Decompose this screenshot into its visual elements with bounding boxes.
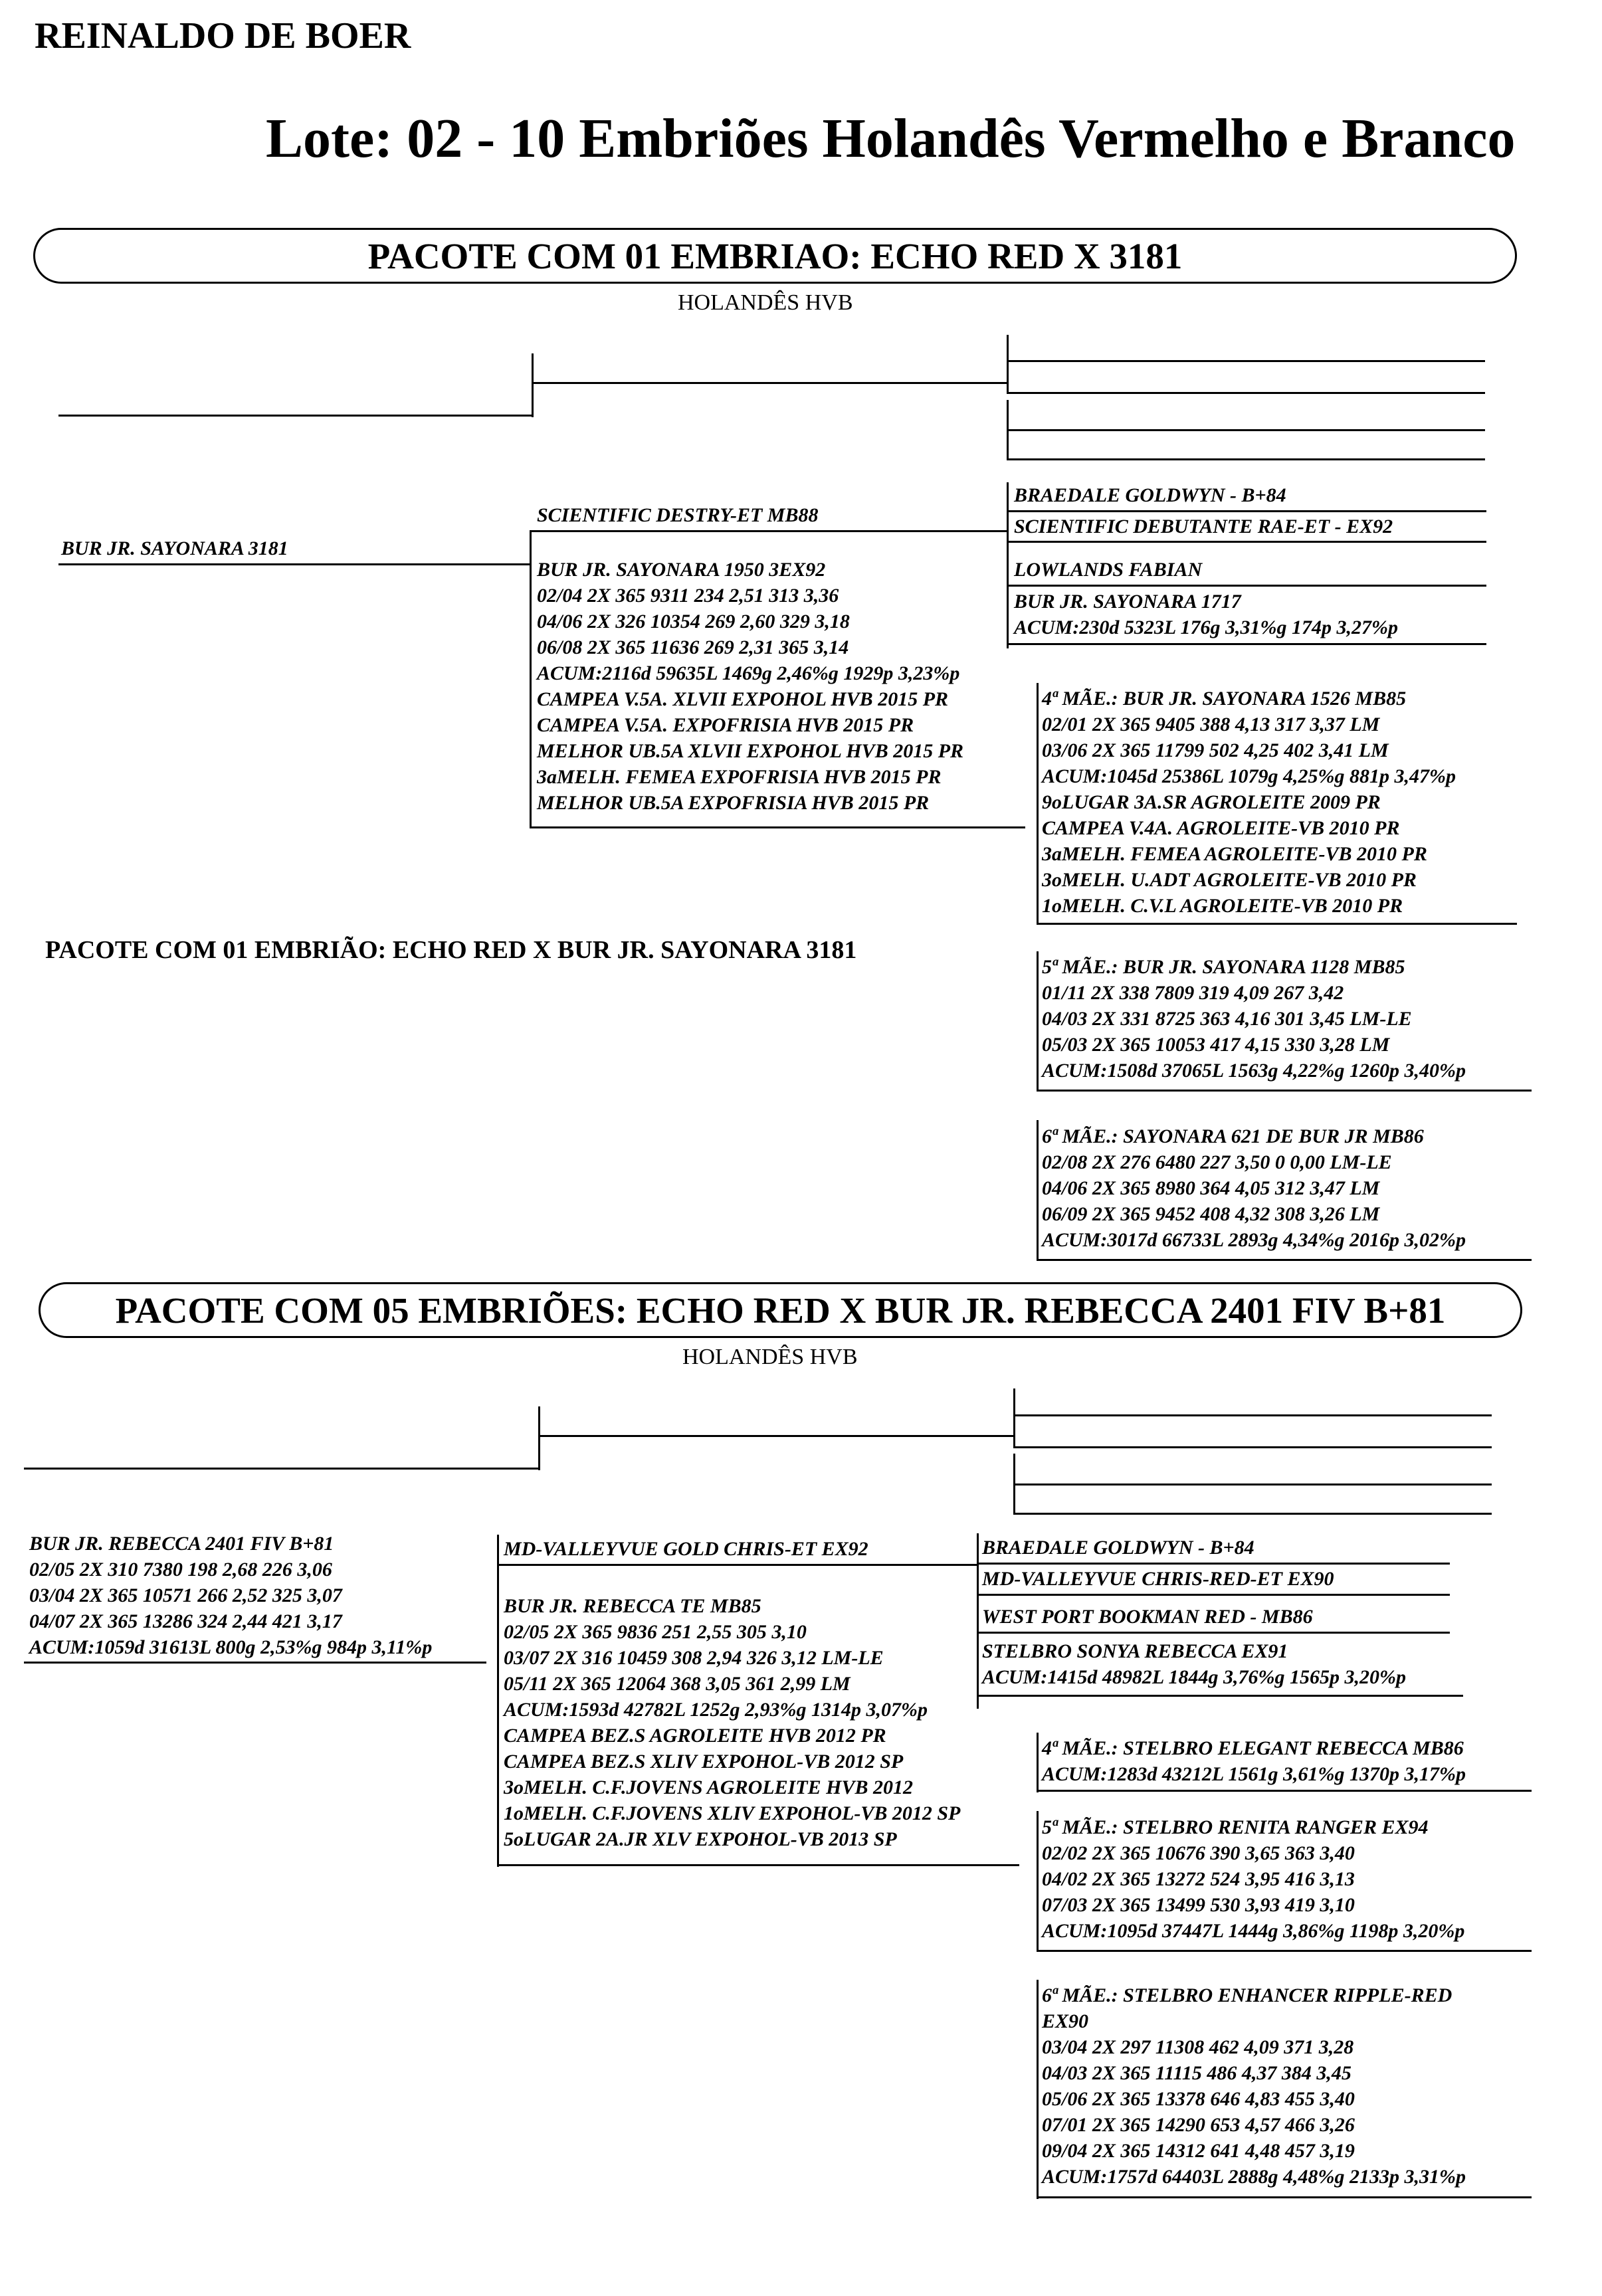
pedigree-line [1037, 2196, 1532, 2198]
pedigree-line [1007, 429, 1485, 431]
dam-line: ACUM:2116d 59635L 1469g 2,46%g 1929p 3,23%p [537, 662, 960, 684]
package1-dam4-block [1042, 686, 1456, 919]
dam4-line: 4ª MÃE.: BUR JR. SAYONARA 1526 MB85 [1042, 688, 1407, 710]
package2-dam-block [504, 1593, 960, 1852]
pedigree-line [532, 382, 1007, 384]
dam6-line: ACUM:3017d 66733L 2893g 4,34%g 2016p 3,02%p [1042, 1229, 1466, 1251]
pedigree-line [977, 1695, 1463, 1697]
pedigree-line [530, 530, 1008, 532]
dam-dam-line: BUR JR. SAYONARA 1717 [1014, 591, 1241, 613]
package2-sire: MD-VALLEYVUE GOLD CHRIS-ET EX92 [504, 1538, 868, 1560]
package2-sire-dam: MD-VALLEYVUE CHRIS-RED-ET EX90 [982, 1568, 1334, 1590]
package1-breed: HOLANDÊS HVB [678, 290, 853, 315]
package1-dam-dam [1014, 589, 1398, 640]
dam6-line: 6ª MÃE.: STELBRO ENHANCER RIPPLE-RED [1042, 1984, 1452, 2006]
dam-line: CAMPEA V.5A. XLVII EXPOHOL HVB 2015 PR [537, 688, 949, 710]
dam6-line: ACUM:1757d 64403L 2888g 4,48%g 2133p 3,31%p [1042, 2166, 1466, 2188]
package2-banner-text: PACOTE COM 05 EMBRIÕES: ECHO RED X BUR JR. REBECCA 2401 FIV B+81 [115, 1290, 1446, 1331]
dam5-line: 04/03 2X 331 8725 363 4,16 301 3,45 LM-LE [1042, 1008, 1412, 1030]
pedigree-line [1037, 1790, 1532, 1792]
dam4-line: 03/06 2X 365 11799 502 4,25 402 3,41 LM [1042, 739, 1389, 761]
pedigree-line [1007, 643, 1486, 645]
pedigree-line [538, 1435, 1013, 1437]
package2-animal-block [29, 1531, 432, 1660]
dam4-line: 1oMELH. C.V.L AGROLEITE-VB 2010 PR [1042, 895, 1403, 917]
pedigree-line [1007, 541, 1486, 543]
pedigree-line [1007, 392, 1485, 394]
dam5-line: 07/03 2X 365 13499 530 3,93 419 3,10 [1042, 1894, 1355, 1916]
dam-line: MELHOR UB.5A EXPOFRISIA HVB 2015 PR [537, 792, 930, 814]
package2-dam5-block [1042, 1814, 1464, 1944]
pedigree-line [1007, 360, 1485, 362]
dam5-line: 02/02 2X 365 10676 390 3,65 363 3,40 [1042, 1842, 1355, 1864]
dam-line: BUR JR. SAYONARA 1950 3EX92 [537, 559, 826, 581]
dam5-line: 05/03 2X 365 10053 417 4,15 330 3,28 LM [1042, 1034, 1390, 1056]
package1-banner-text: PACOTE COM 01 EMBRIAO: ECHO RED X 3181 [367, 235, 1183, 276]
bracket-vline [1037, 1120, 1039, 1260]
pedigree-line [1037, 1259, 1532, 1261]
pedigree-line [977, 1632, 1450, 1634]
dam4-line: 3aMELH. FEMEA AGROLEITE-VB 2010 PR [1042, 843, 1427, 865]
package2-breed: HOLANDÊS HVB [682, 1345, 858, 1369]
dam-line: CAMPEA BEZ.S XLIV EXPOHOL-VB 2012 SP [504, 1751, 904, 1772]
dam4-line: 4ª MÃE.: STELBRO ELEGANT REBECCA MB86 [1042, 1737, 1464, 1759]
dam-line: 3aMELH. FEMEA EXPOFRISIA HVB 2015 PR [537, 766, 942, 788]
package1-dam6-block [1042, 1123, 1466, 1253]
dam-line: MELHOR UB.5A XLVII EXPOHOL HVB 2015 PR [537, 740, 964, 762]
dam-line: 04/06 2X 326 10354 269 2,60 329 3,18 [537, 611, 850, 632]
pedigree-line [1013, 1414, 1492, 1416]
dam-line: ACUM:1593d 42782L 1252g 2,93%g 1314p 3,07%p [504, 1699, 928, 1721]
dam-line: CAMPEA V.5A. EXPOFRISIA HVB 2015 PR [537, 714, 914, 736]
dam4-line: 02/01 2X 365 9405 388 4,13 317 3,37 LM [1042, 714, 1380, 735]
bracket-vline [530, 531, 532, 828]
pedigree-line [1013, 1446, 1492, 1448]
dam6-line: 6ª MÃE.: SAYONARA 621 DE BUR JR MB86 [1042, 1125, 1424, 1147]
lote-title: Lote: 02 - 10 Embriões Holandês Vermelho e Branco [266, 108, 1516, 169]
animal-line: 03/04 2X 365 10571 266 2,52 325 3,07 [29, 1584, 342, 1606]
dam5-line: 5ª MÃE.: BUR JR. SAYONARA 1128 MB85 [1042, 956, 1405, 978]
dam5-line: 04/02 2X 365 13272 524 3,95 416 3,13 [1042, 1868, 1355, 1890]
package1-dam5-block [1042, 954, 1466, 1084]
package1-banner [33, 228, 1517, 284]
dam-line: 5oLUGAR 2A.JR XLV EXPOHOL-VB 2013 SP [504, 1828, 897, 1850]
dam5-line: ACUM:1095d 37447L 1444g 3,86%g 1198p 3,20%p [1042, 1920, 1465, 1942]
package2-dam6-block [1042, 1982, 1466, 2190]
pedigree-line [1037, 923, 1517, 925]
dam-line: 02/05 2X 365 9836 251 2,55 305 3,10 [504, 1621, 807, 1643]
dam6-line: EX90 [1042, 2010, 1089, 2032]
package2-dam-dam [982, 1638, 1406, 1690]
dam-line: 05/11 2X 365 12064 368 3,05 361 2,99 LM [504, 1673, 851, 1695]
dam6-line: 03/04 2X 297 11308 462 4,09 371 3,28 [1042, 2036, 1354, 2058]
dam-dam-line: ACUM:1415d 48982L 1844g 3,76%g 1565p 3,20%p [982, 1666, 1407, 1688]
pedigree-line [1013, 1513, 1492, 1515]
dam6-line: 05/06 2X 365 13378 646 4,83 455 3,40 [1042, 2088, 1355, 2110]
animal-line: 02/05 2X 310 7380 198 2,68 226 3,06 [29, 1559, 332, 1580]
package1-animal: BUR JR. SAYONARA 3181 [61, 537, 288, 559]
dam-dam-line: ACUM:230d 5323L 176g 3,31%g 174p 3,27%p [1014, 617, 1399, 638]
bracket-vline [538, 1406, 540, 1470]
package1-subpackage-label: PACOTE COM 01 EMBRIÃO: ECHO RED X BUR JR. SAYONARA 3181 [45, 936, 857, 964]
package1-dam-block [537, 557, 963, 816]
package1-sire-sire: BRAEDALE GOLDWYN - B+84 [1014, 484, 1286, 506]
pedigree-line [1013, 1483, 1492, 1485]
pedigree-line [977, 1594, 1450, 1596]
dam-dam-line: STELBRO SONYA REBECCA EX91 [982, 1640, 1288, 1662]
pedigree-line [1007, 585, 1486, 587]
package2-dam4-block [1042, 1735, 1466, 1787]
dam6-line: 02/08 2X 276 6480 227 3,50 0 0,00 LM-LE [1042, 1151, 1392, 1173]
owner-name: REINALDO DE BOER [35, 15, 411, 56]
bracket-vline [977, 1602, 979, 1709]
bracket-vline [497, 1535, 499, 1867]
animal-line: BUR JR. REBECCA 2401 FIV B+81 [29, 1533, 334, 1555]
pedigree-line [24, 1662, 486, 1664]
pedigree-line [497, 1564, 979, 1566]
package1-sire-dam: SCIENTIFIC DEBUTANTE RAE-ET - EX92 [1014, 516, 1393, 537]
bracket-vline [1037, 1733, 1039, 1792]
dam4-line: 3oMELH. U.ADT AGROLEITE-VB 2010 PR [1042, 869, 1417, 891]
pedigree-line [1007, 458, 1485, 460]
package1-sire: SCIENTIFIC DESTRY-ET MB88 [537, 504, 819, 526]
dam5-line: 5ª MÃE.: STELBRO RENITA RANGER EX94 [1042, 1816, 1429, 1838]
package2-sire-sire: BRAEDALE GOLDWYN - B+84 [982, 1537, 1254, 1559]
pedigree-line [24, 1468, 538, 1470]
dam6-line: 04/06 2X 365 8980 364 4,05 312 3,47 LM [1042, 1177, 1380, 1199]
dam6-line: 07/01 2X 365 14290 653 4,57 466 3,26 [1042, 2114, 1355, 2136]
dam-line: 06/08 2X 365 11636 269 2,31 365 3,14 [537, 636, 849, 658]
dam4-line: 9oLUGAR 3A.SR AGROLEITE 2009 PR [1042, 791, 1381, 813]
bracket-vline [532, 353, 534, 417]
pedigree-line [530, 826, 1025, 828]
bracket-vline [1007, 555, 1009, 648]
pedigree-line [1007, 510, 1486, 512]
pedigree-line [1037, 1950, 1532, 1952]
dam5-line: ACUM:1508d 37065L 1563g 4,22%g 1260p 3,40%p [1042, 1060, 1466, 1082]
dam-line: 02/04 2X 365 9311 234 2,51 313 3,36 [537, 585, 839, 607]
package2-dam-sire: WEST PORT BOOKMAN RED - MB86 [982, 1606, 1313, 1628]
dam4-line: ACUM:1045d 25386L 1079g 4,25%g 881p 3,47%p [1042, 765, 1456, 787]
pedigree-line [977, 1563, 1450, 1565]
package2-banner [39, 1282, 1522, 1338]
dam5-line: 01/11 2X 338 7809 319 4,09 267 3,42 [1042, 982, 1344, 1004]
bracket-vline [1037, 1811, 1039, 1951]
dam-line: 03/07 2X 316 10459 308 2,94 326 3,12 LM-LE [504, 1647, 884, 1669]
pedigree-line [1037, 1090, 1532, 1092]
bracket-vline [1037, 683, 1039, 925]
pedigree-line [58, 415, 532, 417]
dam6-line: 06/09 2X 365 9452 408 4,32 308 3,26 LM [1042, 1203, 1380, 1225]
pedigree-line [58, 563, 532, 565]
bracket-vline [1037, 1980, 1039, 2199]
pedigree-line [497, 1864, 1019, 1866]
dam4-line: CAMPEA V.4A. AGROLEITE-VB 2010 PR [1042, 817, 1400, 839]
dam-line: BUR JR. REBECCA TE MB85 [504, 1595, 761, 1617]
dam6-line: 04/03 2X 365 11115 486 4,37 384 3,45 [1042, 2062, 1352, 2084]
package1-dam-sire: LOWLANDS FABIAN [1014, 559, 1203, 581]
animal-line: 04/07 2X 365 13286 324 2,44 421 3,17 [29, 1610, 342, 1632]
dam-line: 1oMELH. C.F.JOVENS XLIV EXPOHOL-VB 2012 SP [504, 1802, 961, 1824]
animal-line: ACUM:1059d 31613L 800g 2,53%g 984p 3,11%p [29, 1636, 433, 1658]
dam4-line: ACUM:1283d 43212L 1561g 3,61%g 1370p 3,17%p [1042, 1763, 1466, 1785]
bracket-vline [1037, 951, 1039, 1091]
dam-line: 3oMELH. C.F.JOVENS AGROLEITE HVB 2012 [504, 1776, 913, 1798]
dam-line: CAMPEA BEZ.S AGROLEITE HVB 2012 PR [504, 1725, 886, 1747]
bracket-vline [1007, 482, 1009, 562]
dam6-line: 09/04 2X 365 14312 641 4,48 457 3,19 [1042, 2140, 1355, 2162]
bracket-vline [1013, 1388, 1015, 1447]
bracket-vline [1007, 335, 1009, 393]
